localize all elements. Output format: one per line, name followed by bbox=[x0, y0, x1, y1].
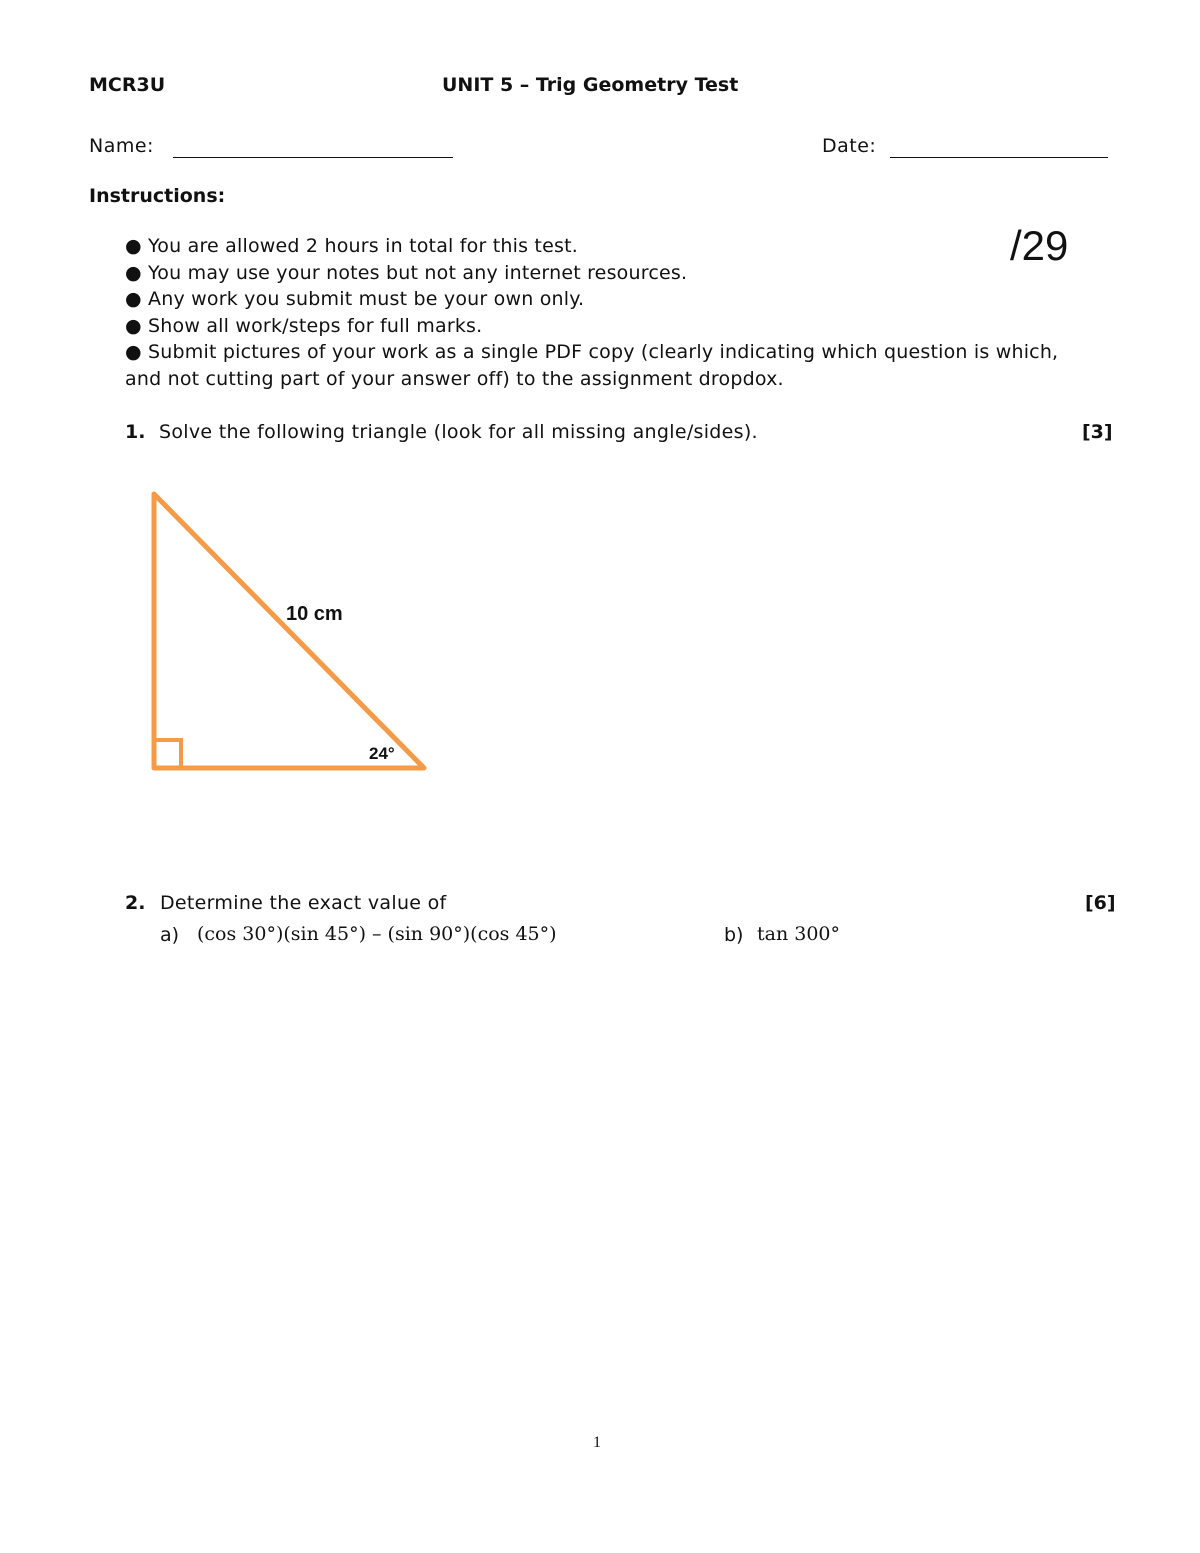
instruction-item: and not cutting part of your answer off) to the assignment dropdox. bbox=[125, 367, 784, 390]
instruction-item: ● You are allowed 2 hours in total for this test. bbox=[125, 235, 578, 257]
question-2b-label: b) bbox=[724, 924, 744, 946]
instruction-item: ● Any work you submit must be your own only. bbox=[125, 288, 585, 310]
instruction-item: ● You may use your notes but not any internet resources. bbox=[125, 261, 688, 284]
instructions-heading: Instructions: bbox=[89, 185, 226, 207]
page-number: 1 bbox=[593, 1434, 601, 1451]
question-2-marks: [6] bbox=[1085, 892, 1116, 914]
name-label: Name: bbox=[89, 135, 154, 157]
total-score: /29 bbox=[1010, 222, 1069, 269]
question-1-number: 1. bbox=[125, 421, 146, 443]
question-2-number: 2. bbox=[125, 892, 146, 914]
angle-label: 24° bbox=[369, 744, 395, 763]
date-field[interactable] bbox=[890, 157, 1108, 158]
test-title: UNIT 5 – Trig Geometry Test bbox=[442, 74, 739, 96]
question-1-marks: [3] bbox=[1082, 421, 1113, 443]
hypotenuse-label: 10 cm bbox=[286, 603, 343, 625]
instruction-item: ● Show all work/steps for full marks. bbox=[125, 314, 483, 337]
right-triangle-figure bbox=[140, 480, 450, 790]
triangle-outline bbox=[154, 494, 424, 768]
date-label: Date: bbox=[822, 135, 877, 157]
question-2a-expression: (cos 30°)(sin 45°) – (sin 90°)(cos 45°) bbox=[197, 923, 557, 945]
course-code: MCR3U bbox=[89, 74, 166, 96]
question-2-text: Determine the exact value of bbox=[160, 892, 447, 914]
question-2a-label: a) bbox=[160, 924, 180, 946]
instructions-list bbox=[125, 233, 1125, 392]
name-field[interactable] bbox=[173, 157, 453, 158]
question-1-text: Solve the following triangle (look for all missing angle/sides). bbox=[159, 421, 758, 443]
question-2b-expression: tan 300° bbox=[757, 923, 841, 945]
instruction-item: ● Submit pictures of your work as a single PDF copy (clearly indicating which question is which, bbox=[125, 341, 1059, 363]
right-angle-marker bbox=[154, 740, 181, 768]
